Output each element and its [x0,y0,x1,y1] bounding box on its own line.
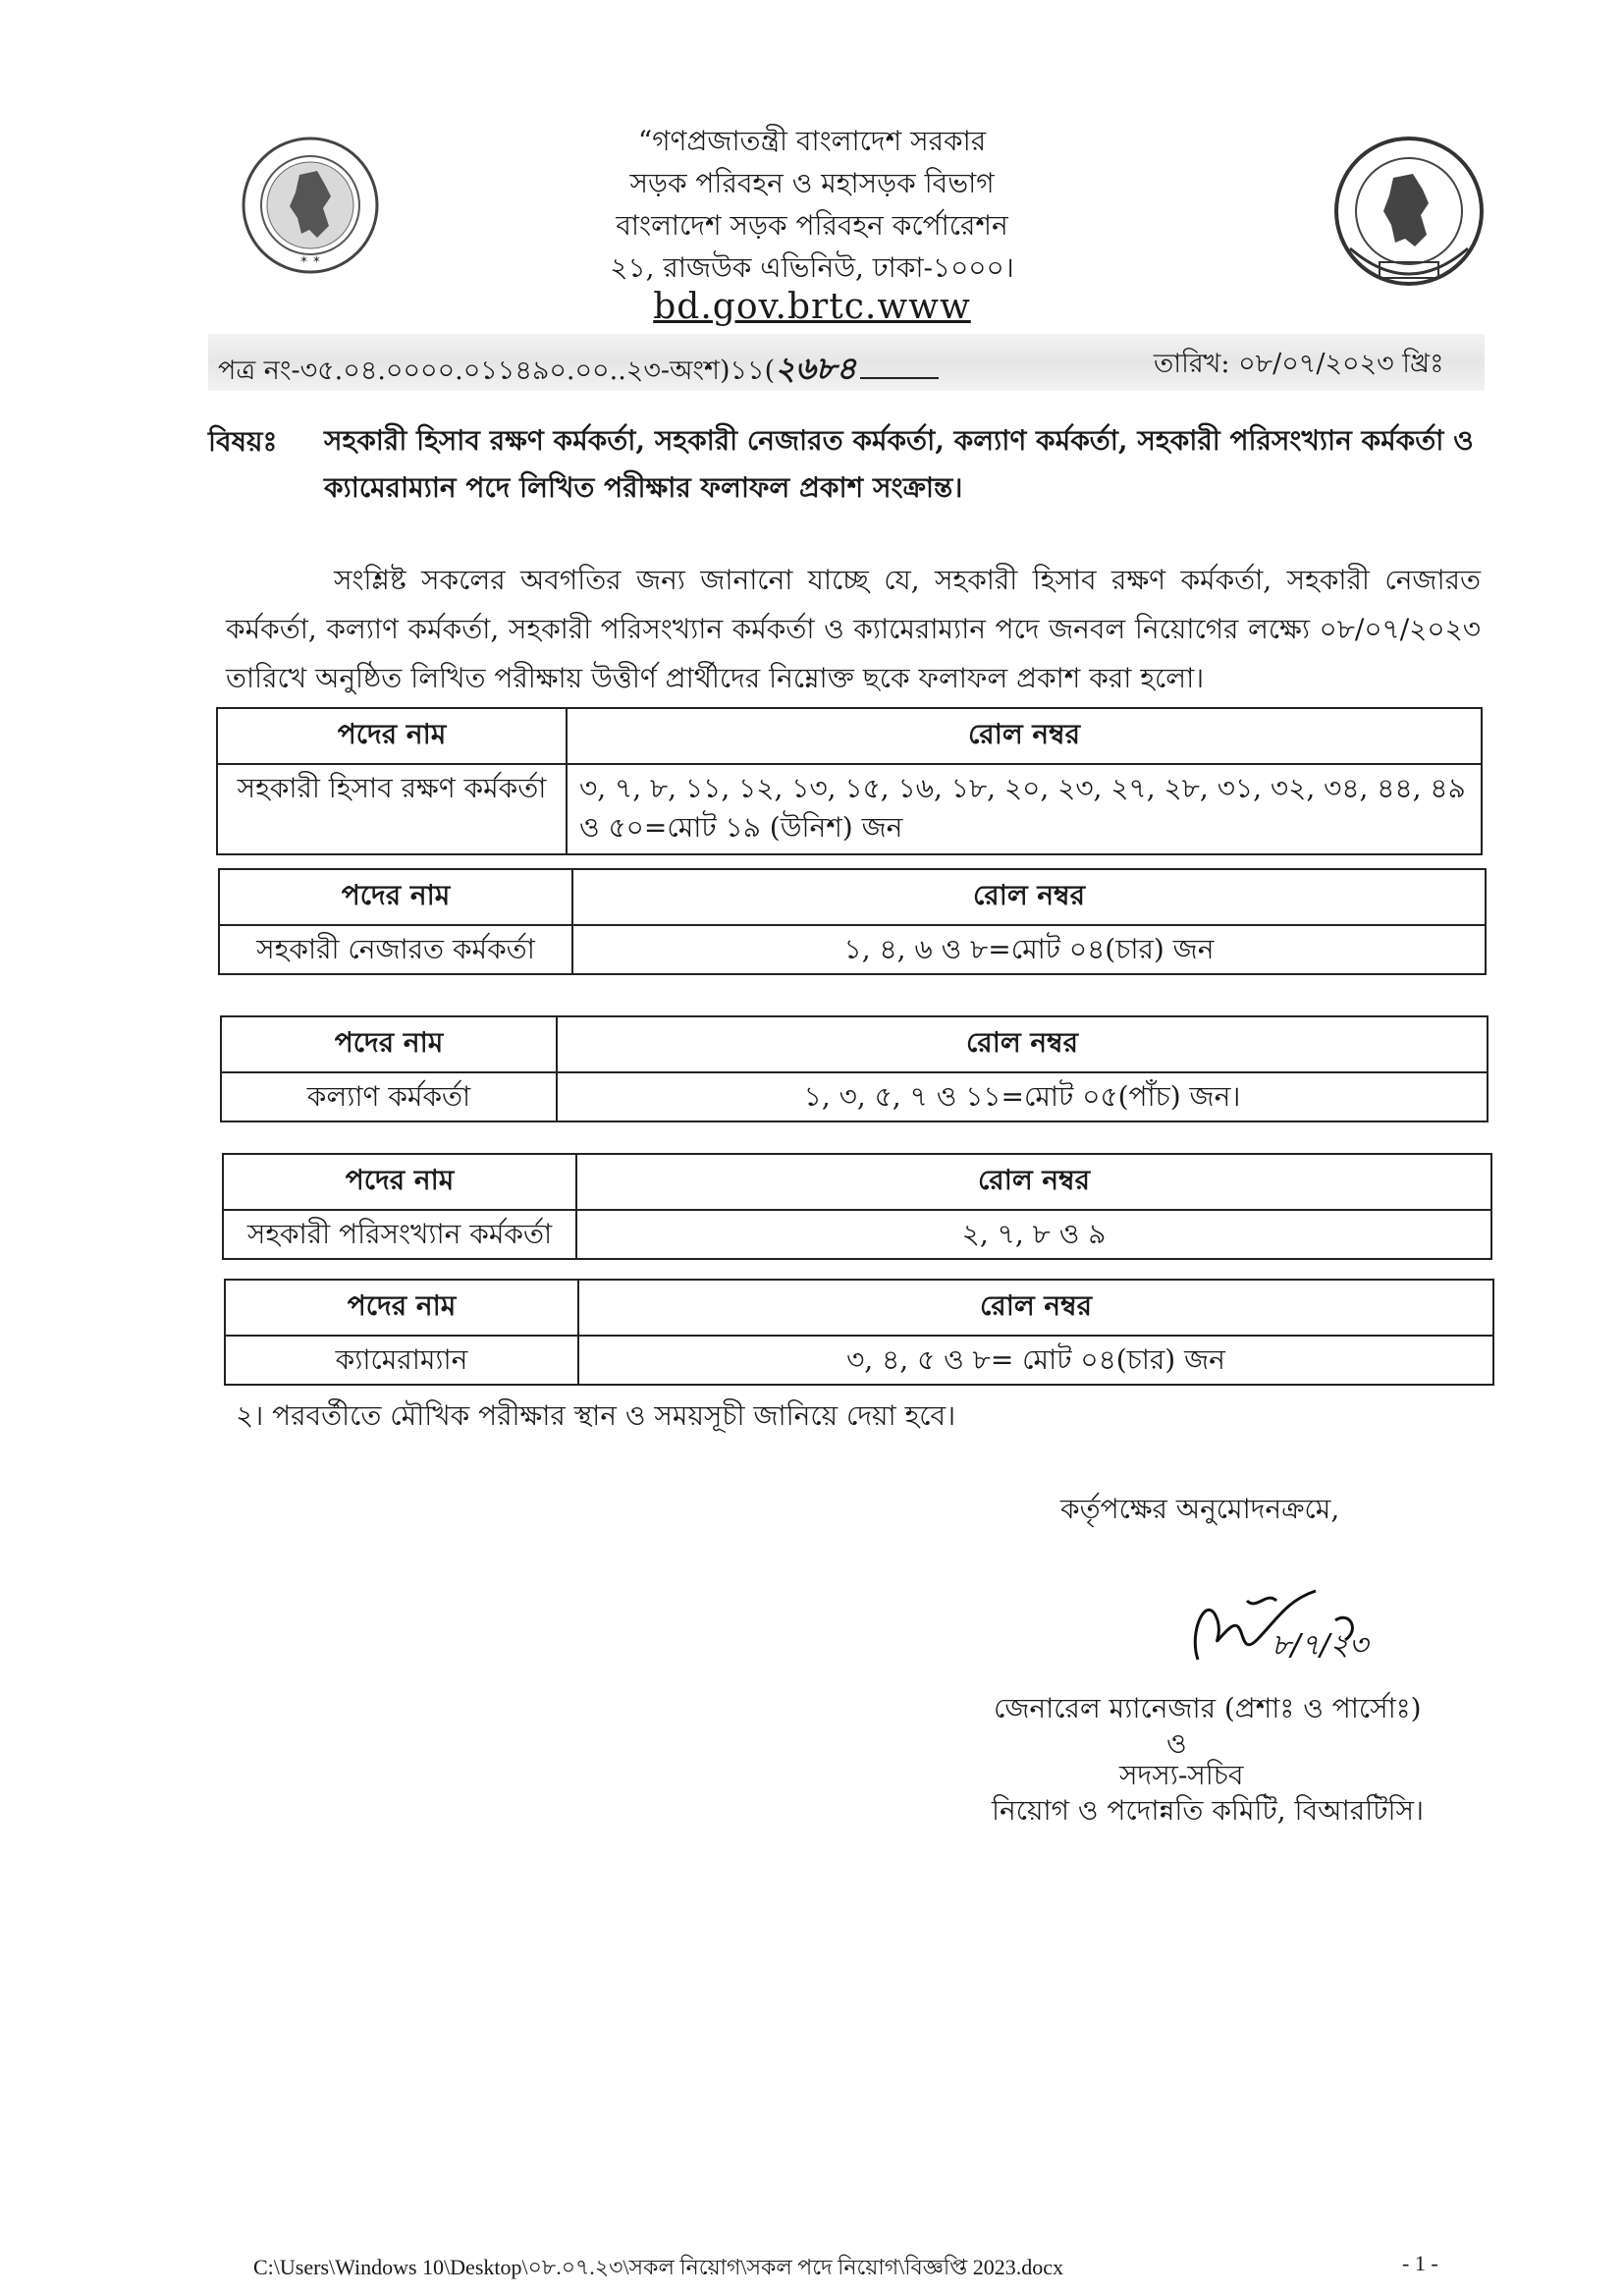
footer-page-number: - 1 - [1402,2251,1438,2275]
post-name-header: পদের নাম [223,1154,576,1210]
result-table-accounts [216,707,1483,855]
post-name-header: পদের নাম [217,708,567,764]
roll-numbers-cell: ১, ৪, ৬ ও ৮=মোট ০৪(চার) জন [572,925,1486,974]
header-website: bd.gov.brtc.www [653,287,971,327]
viva-note: ২। পরবর্তীতে মৌখিক পরীক্ষার স্থান ও সময়সূচী জানিয়ে দেয়া হবে। [236,1399,956,1432]
roll-number-header: রোল নম্বর [576,1154,1491,1210]
roll-number-header: রোল নম্বর [578,1280,1493,1336]
table-header-row [225,1280,1493,1336]
table-header-row [223,1154,1491,1210]
subject-label: বিষয়ঃ [208,425,278,458]
memo-number-text: পত্র নং-৩৫.০৪.০০০০.০১১৪৯০.০০..২৩-অংশ)১১( [218,355,776,386]
designation-gm: জেনারেল ম্যানেজার (প্রশাঃ ও পার্সোঃ) [994,1692,1422,1724]
roll-number-header: রোল নম্বর [572,869,1486,925]
body-paragraph: সংশ্লিষ্ট সকলের অবগতির জন্য জানানো যাচ্ছে যে, সহকারী হিসাব রক্ষণ কর্মকর্তা, সহকারী নেজারত কর্মকর্তা, কল্যাণ কর্মকর্তা, সহকারী পরিসংখ্যান কর্মকর্তা ও ক্যামেরাম্যান পদে জনবল নিয়োগের লক্ষ্যে ০৮/০৭/২০২৩ তারিখে অনুষ্ঠিত লিখিত পরীক্ষায় উত্তীর্ণ প্রার্থীদের নিম্নোক্ত ছকে ফলাফল প্রকাশ করা হলো। [226,564,1481,694]
footer-file-path: C:\Users\Windows 10\Desktop\০৮.০৭.২৩\সকল নিয়োগ\সকল পদে নিয়োগ\বিজ্ঞপ্তি 2023.docx [253,2255,1063,2279]
table-header-row [219,869,1486,925]
roll-number-header: রোল নম্বর [567,708,1482,764]
table-row [225,1336,1493,1385]
result-table-cameraman [224,1279,1494,1386]
header-country: “গণপ্রজাতন্ত্রী বাংলাদেশ সরকার [637,125,987,157]
roll-numbers-cell: ১, ৩, ৫, ৭ ও ১১=মোট ০৫(পাঁচ) জন। [557,1072,1488,1121]
post-name-header: পদের নাম [219,869,572,925]
result-table-welfare [220,1015,1489,1122]
memo-number [218,344,939,397]
svg-text:✶ ✶: ✶ ✶ [299,253,321,266]
post-name-cell: সহকারী নেজারত কর্মকর্তা [219,925,572,974]
memo-date: তারিখ: ০৮/০৭/২০২৩ খ্রিঃ [1154,349,1444,379]
result-table-nezarat [218,868,1487,975]
roll-number-header: রোল নম্বর [557,1016,1488,1072]
roll-numbers-cell: ২, ৭, ৮ ও ৯ [576,1210,1491,1259]
designation-member-secretary: সদস্য-সচিব [1119,1759,1244,1791]
post-name-header: পদের নাম [225,1280,578,1336]
signature-date: ৮/৭/২৩ [1272,1628,1369,1663]
post-name-cell: সহকারী পরিসংখ্যান কর্মকর্তা [223,1210,576,1259]
table-row [217,764,1482,854]
header-division: সড়ক পরিবহন ও মহাসড়ক বিভাগ [629,167,995,199]
post-name-cell: কল্যাণ কর্মকর্তা [221,1072,557,1121]
result-table-statistics [222,1153,1492,1260]
table-row [219,925,1486,974]
committee-name: নিয়োগ ও পদোন্নতি কমিটি, বিআরটিসি। [992,1794,1424,1827]
memo-underline [860,377,939,379]
designation-and: ও [1166,1727,1187,1760]
table-row [221,1072,1488,1121]
table-header-row [217,708,1482,764]
handwritten-signature [1178,1571,1394,1679]
approval-text: কর্তৃপক্ষের অনুমোদনক্রমে, [1060,1493,1340,1525]
header-address: ২১, রাজউক এভিনিউ, ঢাকা-১০০০। [610,251,1014,284]
roll-numbers-cell: ৩, ৪, ৫ ও ৮= মোট ০৪(চার) জন [578,1336,1493,1385]
roll-numbers-cell: ৩, ৭, ৮, ১১, ১২, ১৩, ১৫, ১৬, ১৮, ২০, ২৩, ২৭, ২৮, ৩১, ৩২, ৩৪, ৪৪, ৪৯ ও ৫০=মোট ১৯ (উনিশ) জন [567,764,1482,854]
post-name-header: পদের নাম [221,1016,557,1072]
table-header-row [221,1016,1488,1072]
post-name-cell: ক্যামেরাম্যান [225,1336,578,1385]
table-row [223,1210,1491,1259]
memo-handwritten-number: ২৬৮৪ [775,350,857,387]
subject-text: সহকারী হিসাব রক্ষণ কর্মকর্তা, সহকারী নেজারত কর্মকর্তা, কল্যাণ কর্মকর্তা, সহকারী পরিসংখ্যান কর্মকর্তা ও ক্যামেরাম্যান পদে লিখিত পরীক্ষার ফলাফল প্রকাশ সংক্রান্ত। [324,424,1474,504]
signature-icon [1178,1571,1394,1679]
post-name-cell: সহকারী হিসাব রক্ষণ কর্মকর্তা [217,764,567,854]
header-organization: বাংলাদেশ সড়ক পরিবহন কর্পোরেশন [616,209,1008,242]
